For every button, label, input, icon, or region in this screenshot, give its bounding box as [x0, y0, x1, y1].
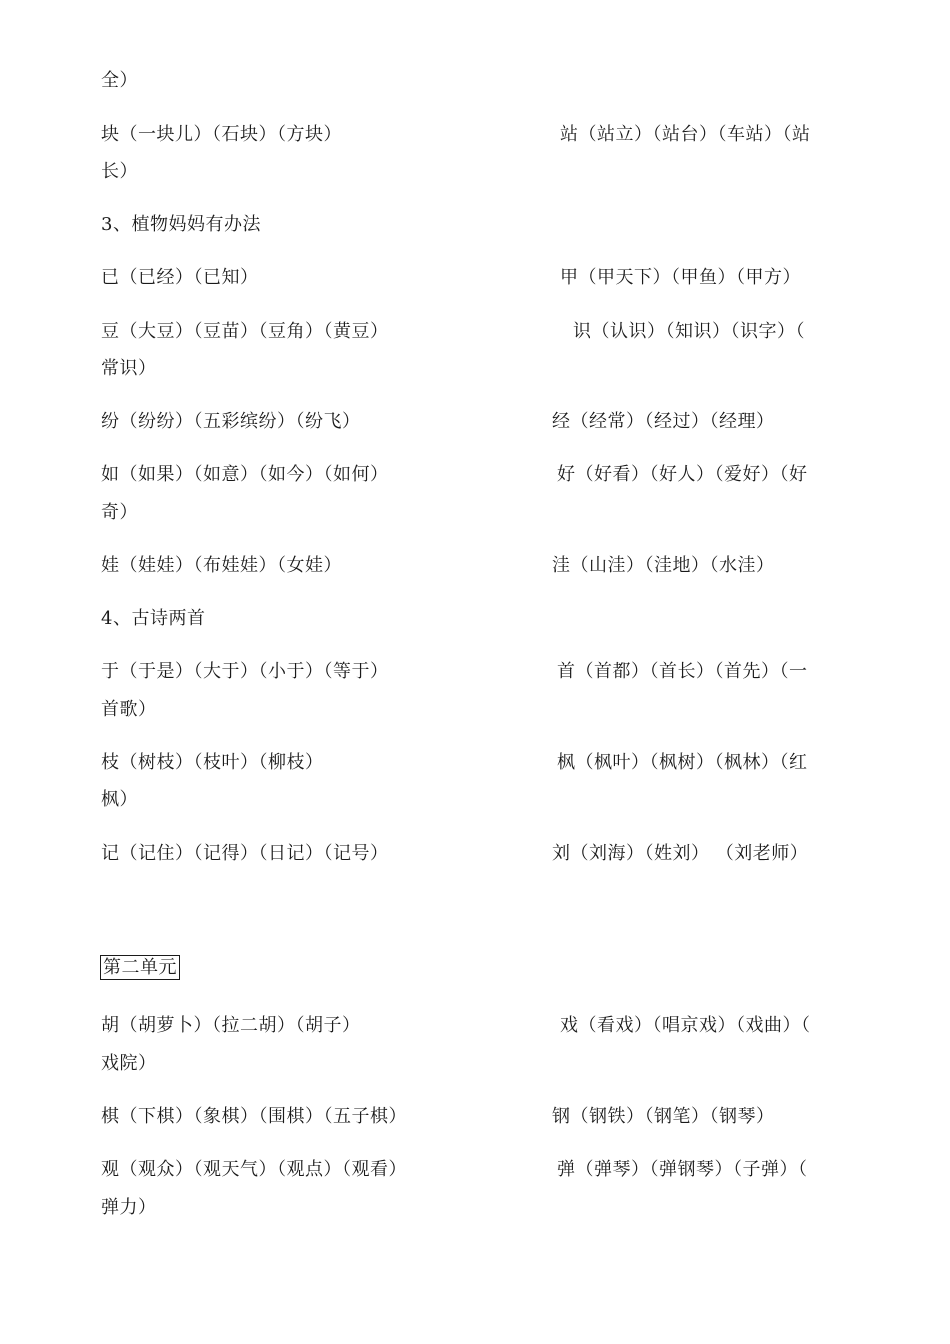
word-entry: 胡（胡萝卜）（拉二胡）（胡子）: [101, 1015, 361, 1036]
word-entry: 好（好看）（好人）（爱好）（好: [557, 464, 808, 485]
word-entry: 观（观众）（观天气）（观点）（观看）: [101, 1159, 407, 1180]
word-entry: 站（站立）（站台）（车站）（站: [560, 124, 811, 145]
word-entry: 如（如果）（如意）（如今）（如何）: [101, 464, 389, 485]
word-entry: 经（经常）（经过）（经理）: [552, 411, 775, 432]
word-entry: 戏（看戏）（唱京戏）（戏曲）（: [560, 1015, 811, 1036]
word-entry-continuation: 奇）: [101, 502, 138, 523]
word-entry: 识（认识）（知识）（识字）（: [573, 321, 805, 342]
word-entry: 首（首都）（首长）（首先）（一: [557, 661, 808, 682]
word-entry: 枝（树枝）（枝叶）（柳枝）: [101, 752, 324, 773]
word-entry-continuation: 常识）: [101, 358, 157, 379]
word-entry: 弹（弹琴）（弹钢琴）（子弹）（: [557, 1159, 808, 1180]
word-entry-continuation: 戏院）: [101, 1053, 157, 1074]
word-entry: 枫（枫叶）（枫树）（枫林）（红: [557, 752, 808, 773]
text-line: 全）: [101, 70, 138, 91]
word-entry-continuation: 枫）: [101, 789, 138, 810]
word-entry: 甲（甲天下）（甲鱼）（甲方）: [560, 267, 801, 288]
word-entry: 豆（大豆）（豆苗）（豆角）（黄豆）: [101, 321, 389, 342]
word-entry: 记（记住）（记得）（日记）（记号）: [101, 843, 389, 864]
word-entry-continuation: 首歌）: [101, 699, 157, 720]
word-entry: 块（一块儿）（石块）（方块）: [101, 124, 342, 145]
lesson-heading: 4、古诗两首: [101, 608, 206, 629]
word-entry: 棋（下棋）（象棋）（围棋）（五子棋）: [101, 1106, 407, 1127]
word-entry: 刘（刘海）（姓刘） （刘老师）: [552, 843, 809, 864]
word-entry: 于（于是）（大于）（小于）（等于）: [101, 661, 389, 682]
word-entry: 钢（钢铁）（钢笔）（钢琴）: [552, 1106, 775, 1127]
word-entry: 洼（山洼）（洼地）（水洼）: [552, 555, 775, 576]
word-entry: 已（已经）（已知）: [101, 267, 259, 288]
word-entry-continuation: 弹力）: [101, 1197, 157, 1218]
lesson-heading: 3、植物妈妈有办法: [101, 214, 261, 235]
word-entry: 娃（娃娃）（布娃娃）（女娃）: [101, 555, 342, 576]
word-entry-continuation: 长）: [101, 161, 138, 182]
word-entry: 纷（纷纷）（五彩缤纷）（纷飞）: [101, 411, 361, 432]
unit-heading: 第二单元: [100, 955, 180, 980]
